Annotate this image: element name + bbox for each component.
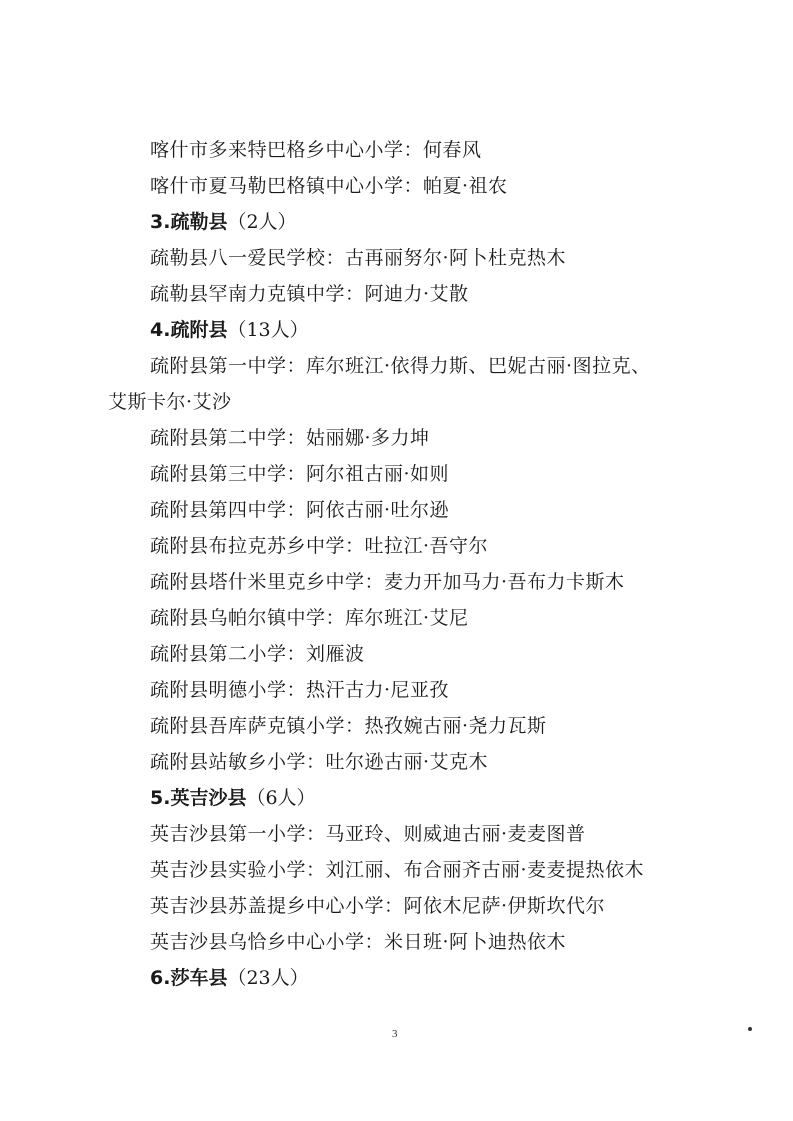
list-item: 喀什市夏马勒巴格镇中心小学：帕夏·祖农	[150, 175, 508, 197]
list-item: 疏勒县罕南力克镇中学：阿迪力·艾散	[150, 283, 469, 305]
list-item: 疏附县乌帕尔镇中学：库尔班江·艾尼	[150, 607, 469, 629]
section-heading	[150, 210, 297, 234]
list-item: 疏附县第一中学：库尔班江·依得力斯、巴妮古丽·图拉克、	[150, 355, 651, 377]
list-item: 疏附县第二小学：刘雁波	[150, 643, 365, 665]
scan-speck	[748, 1027, 752, 1031]
section-title: 4.疏附县	[150, 319, 228, 341]
section-count: （23人）	[227, 967, 309, 989]
list-item: 疏附县明德小学：热汗古力·尼亚孜	[150, 679, 450, 701]
list-item: 疏勒县八一爱民学校：古再丽努尔·阿卜杜克热木	[150, 247, 567, 269]
page-number: 3	[392, 1028, 398, 1040]
section-heading	[150, 318, 309, 342]
section-title: 6.莎车县	[150, 967, 228, 989]
list-item: 疏附县第二中学：姑丽娜·多力坤	[150, 427, 430, 449]
list-item: 疏附县塔什米里克乡中学：麦力开加马力·吾布力卡斯木	[150, 571, 625, 593]
list-item: 疏附县吾库萨克镇小学：热孜婉古丽·尧力瓦斯	[150, 715, 547, 737]
list-item: 英吉沙县乌恰乡中心小学：米日班·阿卜迪热依木	[150, 931, 567, 953]
list-item: 英吉沙县第一小学：马亚玲、则威迪古丽·麦麦图普	[150, 823, 586, 845]
list-item: 英吉沙县实验小学：刘江丽、布合丽齐古丽·麦麦提热依木	[150, 859, 645, 881]
list-item: 疏附县站敏乡小学：吐尔逊古丽·艾克木	[150, 751, 489, 773]
list-item: 喀什市多来特巴格乡中心小学：何春风	[150, 139, 482, 161]
section-count: （13人）	[227, 319, 309, 341]
list-item: 英吉沙县苏盖提乡中心小学：阿依木尼萨·伊斯坎代尔	[150, 895, 606, 917]
section-title: 3.疏勒县	[150, 211, 228, 233]
list-item: 疏附县布拉克苏乡中学：吐拉江·吾守尔	[150, 535, 489, 557]
section-heading	[150, 786, 316, 810]
list-item-continuation: 艾斯卡尔·艾沙	[108, 391, 232, 413]
section-count: （2人）	[227, 211, 297, 233]
list-item: 疏附县第四中学：阿依古丽·吐尔逊	[150, 499, 450, 521]
section-heading	[150, 966, 309, 990]
section-title: 5.英吉沙县	[150, 787, 247, 809]
list-item: 疏附县第三中学：阿尔祖古丽·如则	[150, 463, 450, 485]
section-count: （6人）	[246, 787, 316, 809]
